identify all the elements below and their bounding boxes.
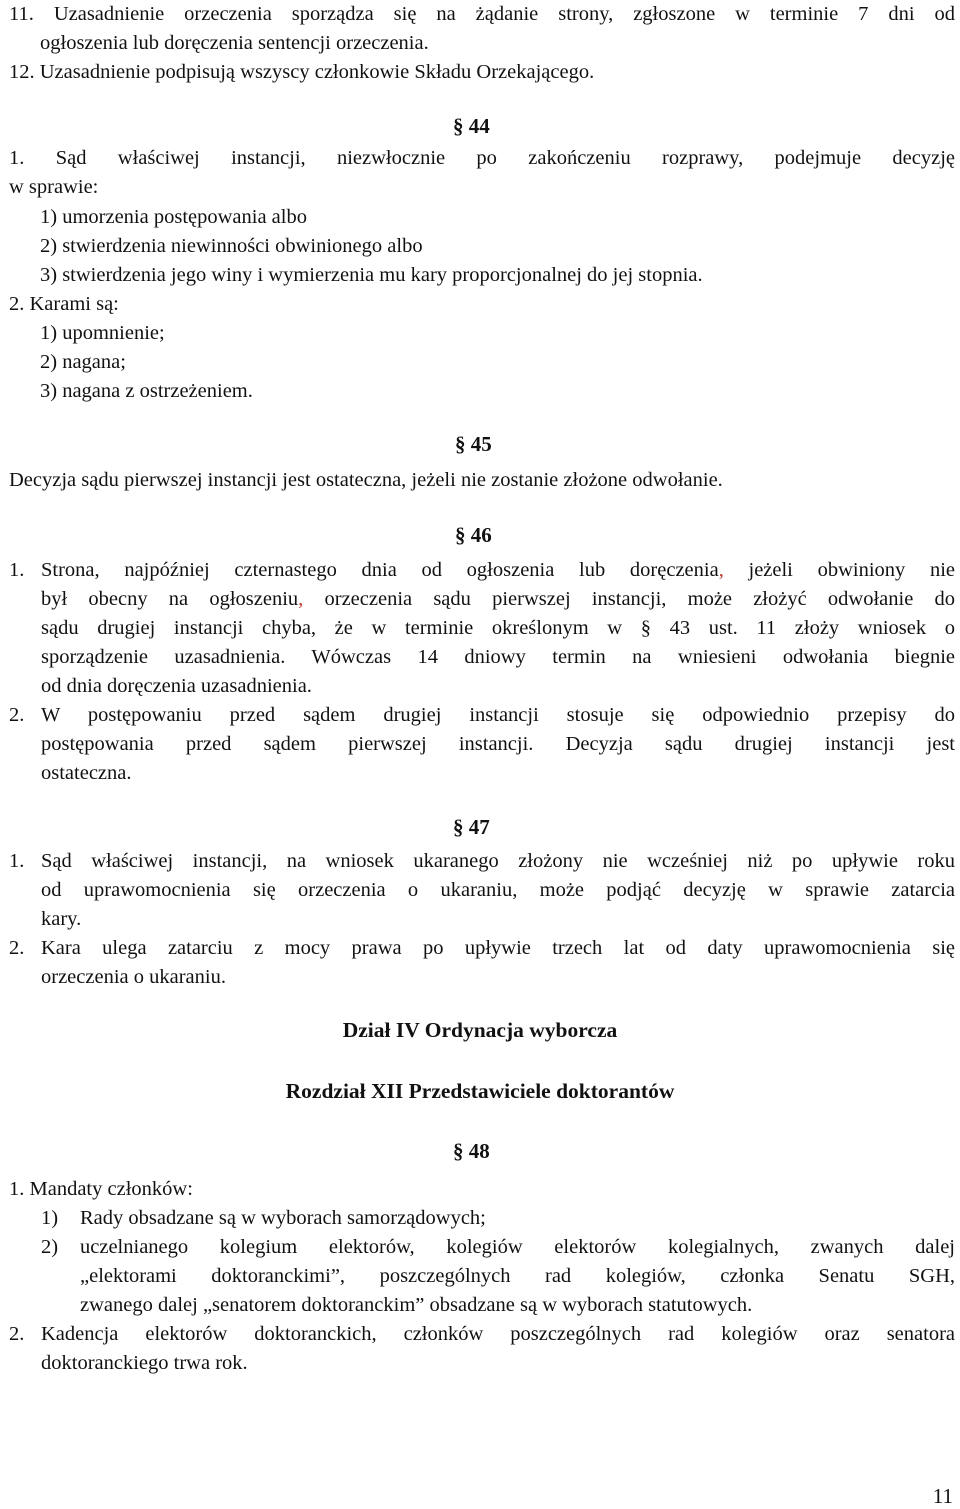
s44-item-2: 2) stwierdzenia niewinności obwinionego albo bbox=[40, 235, 423, 257]
s48-item-2-number: 2) bbox=[41, 1236, 59, 1258]
s44-penalty-1: 1) upomnienie; bbox=[40, 322, 165, 344]
s46-p1-line-5: od dnia doręczenia uzasadnienia. bbox=[41, 675, 312, 697]
section-heading-45: § 45 bbox=[455, 432, 492, 456]
s47-p1-line-2: od uprawomocnienia się orzeczenia o ukaraniu, może podjąć decyzję w sprawie zatarcia bbox=[41, 879, 955, 901]
s46-p2-line-2: postępowania przed sądem pierwszej instancji. Decyzja sądu drugiej instancji jest bbox=[41, 733, 955, 755]
s46-p2-number: 2. bbox=[9, 704, 25, 726]
s44-item-1: 1) umorzenia postępowania albo bbox=[40, 206, 307, 228]
s46-p1-line-4: sporządzenie uzasadnienia. Wówczas 14 dniowy termin na wniesieni odwołania biegnie bbox=[41, 646, 955, 668]
s46-p1-line-3: sądu drugiej instancji chyba, że w terminie określonym w § 43 ust. 11 złoży wniosek o bbox=[41, 617, 955, 639]
s48-p2-number: 2. bbox=[9, 1323, 25, 1345]
s44-p2: 2. Karami są: bbox=[9, 293, 119, 315]
s47-p1-number: 1. bbox=[9, 850, 25, 872]
section-heading-47: § 47 bbox=[453, 815, 490, 839]
s48-item-2-line-2: „elektorami doktoranckimi”, poszczególnych rad kolegiów, członka Senatu SGH, bbox=[80, 1265, 955, 1287]
section-heading-48: § 48 bbox=[453, 1139, 490, 1163]
s48-item-1: Rady obsadzane są w wyborach samorządowych; bbox=[80, 1207, 486, 1229]
s46-p2-line-3: ostateczna. bbox=[41, 762, 132, 784]
s44-penalty-2: 2) nagana; bbox=[40, 351, 126, 373]
s46-p2-line-1: W postępowaniu przed sądem drugiej instancji stosuje się odpowiednio przepisy do bbox=[41, 704, 955, 726]
s46-p1-number: 1. bbox=[9, 559, 25, 581]
s47-p1-line-3: kary. bbox=[41, 908, 82, 930]
division-heading: Dział IV Ordynacja wyborcza bbox=[342, 1018, 618, 1042]
s48-p1: 1. Mandaty członków: bbox=[9, 1178, 193, 1200]
page-number: 11 bbox=[932, 1484, 953, 1508]
s44-p1-line-2: w sprawie: bbox=[9, 176, 99, 198]
s47-p2-line-2: orzeczenia o ukaraniu. bbox=[41, 966, 226, 988]
s48-item-2-line-1: uczelnianego kolegium elektorów, kolegiów elektorów kolegialnych, zwanych dalej bbox=[80, 1236, 955, 1258]
s47-p2-number: 2. bbox=[9, 937, 25, 959]
section-heading-46: § 46 bbox=[455, 523, 492, 547]
chapter-heading: Rozdział XII Przedstawiciele doktorantów bbox=[285, 1079, 675, 1103]
s44-p1-line-1: 1. Sąd właściwej instancji, niezwłocznie po zakończeniu rozprawy, podejmuje decyzję bbox=[9, 147, 955, 169]
s47-p1-line-1: Sąd właściwej instancji, na wniosek ukaranego złożony nie wcześniej niż po upływie roku bbox=[41, 850, 955, 872]
s48-p2-line-1: Kadencja elektorów doktoranckich, członków poszczególnych rad kolegiów oraz senatora bbox=[41, 1323, 955, 1345]
paragraph-11-line-1: 11. Uzasadnienie orzeczenia sporządza się na żądanie strony, zgłoszone w terminie 7 dni od bbox=[9, 3, 955, 25]
s47-p2-line-1: Kara ulega zatarciu z mocy prawa po upływie trzech lat od daty uprawomocnienia się bbox=[41, 937, 955, 959]
paragraph-11-line-2: ogłoszenia lub doręczenia sentencji orzeczenia. bbox=[40, 32, 429, 54]
s48-p2-line-2: doktoranckiego trwa rok. bbox=[41, 1352, 248, 1374]
s46-p1-line-1: Strona, najpóźniej czternastego dnia od ogłoszenia lub doręczenia, jeżeli obwiniony nie bbox=[41, 559, 955, 581]
s46-p1-line-2: był obecny na ogłoszeniu, orzeczenia sądu pierwszej instancji, może złożyć odwołanie do bbox=[41, 588, 955, 610]
s48-item-1-number: 1) bbox=[41, 1207, 59, 1229]
s48-item-2-line-3: zwanego dalej „senatorem doktoranckim” obsadzane są w wyborach statutowych. bbox=[80, 1294, 753, 1316]
s45-text: Decyzja sądu pierwszej instancji jest ostateczna, jeżeli nie zostanie złożone odwołanie. bbox=[9, 469, 723, 491]
paragraph-12: 12. Uzasadnienie podpisują wszyscy członkowie Składu Orzekającego. bbox=[9, 61, 595, 83]
section-heading-44: § 44 bbox=[453, 114, 490, 138]
s44-penalty-3: 3) nagana z ostrzeżeniem. bbox=[40, 380, 253, 402]
s44-item-3: 3) stwierdzenia jego winy i wymierzenia mu kary proporcjonalnej do jej stopnia. bbox=[40, 264, 703, 286]
